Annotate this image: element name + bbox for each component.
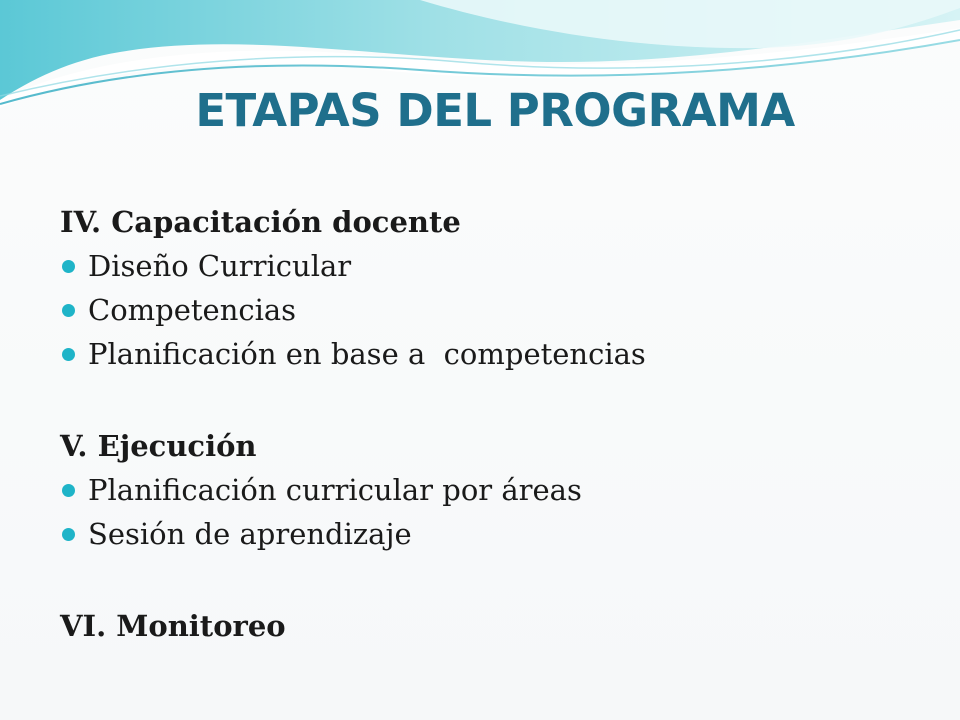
section-monitoreo [60, 604, 940, 648]
section-ejecucion [60, 424, 940, 556]
list-item-text: Competencias [88, 293, 297, 327]
bullet-list [60, 468, 940, 556]
bullet-icon [62, 528, 75, 541]
bullet-list [60, 244, 940, 376]
list-item [60, 332, 940, 376]
section-capacitacion [60, 200, 940, 376]
section-heading: VI. Monitoreo [60, 609, 286, 643]
bullet-icon [62, 348, 75, 361]
spacer [60, 556, 940, 604]
list-item [60, 288, 940, 332]
bullet-icon [62, 484, 75, 497]
slide-content [60, 200, 940, 648]
list-item [60, 512, 940, 556]
list-item-text: Planificación curricular por áreas [88, 473, 582, 507]
list-item-text: Planificación en base a competencias [88, 337, 646, 371]
section-heading: V. Ejecución [60, 429, 257, 463]
list-item [60, 468, 940, 512]
list-item [60, 244, 940, 288]
list-item-text: Diseño Curricular [88, 249, 352, 283]
spacer [60, 376, 940, 424]
list-item-text: Sesión de aprendizaje [88, 517, 412, 551]
bullet-icon [62, 304, 75, 317]
slide-title: ETAPAS DEL PROGRAMA [195, 84, 795, 137]
section-heading: IV. Capacitación docente [60, 205, 461, 239]
bullet-icon [62, 260, 75, 273]
